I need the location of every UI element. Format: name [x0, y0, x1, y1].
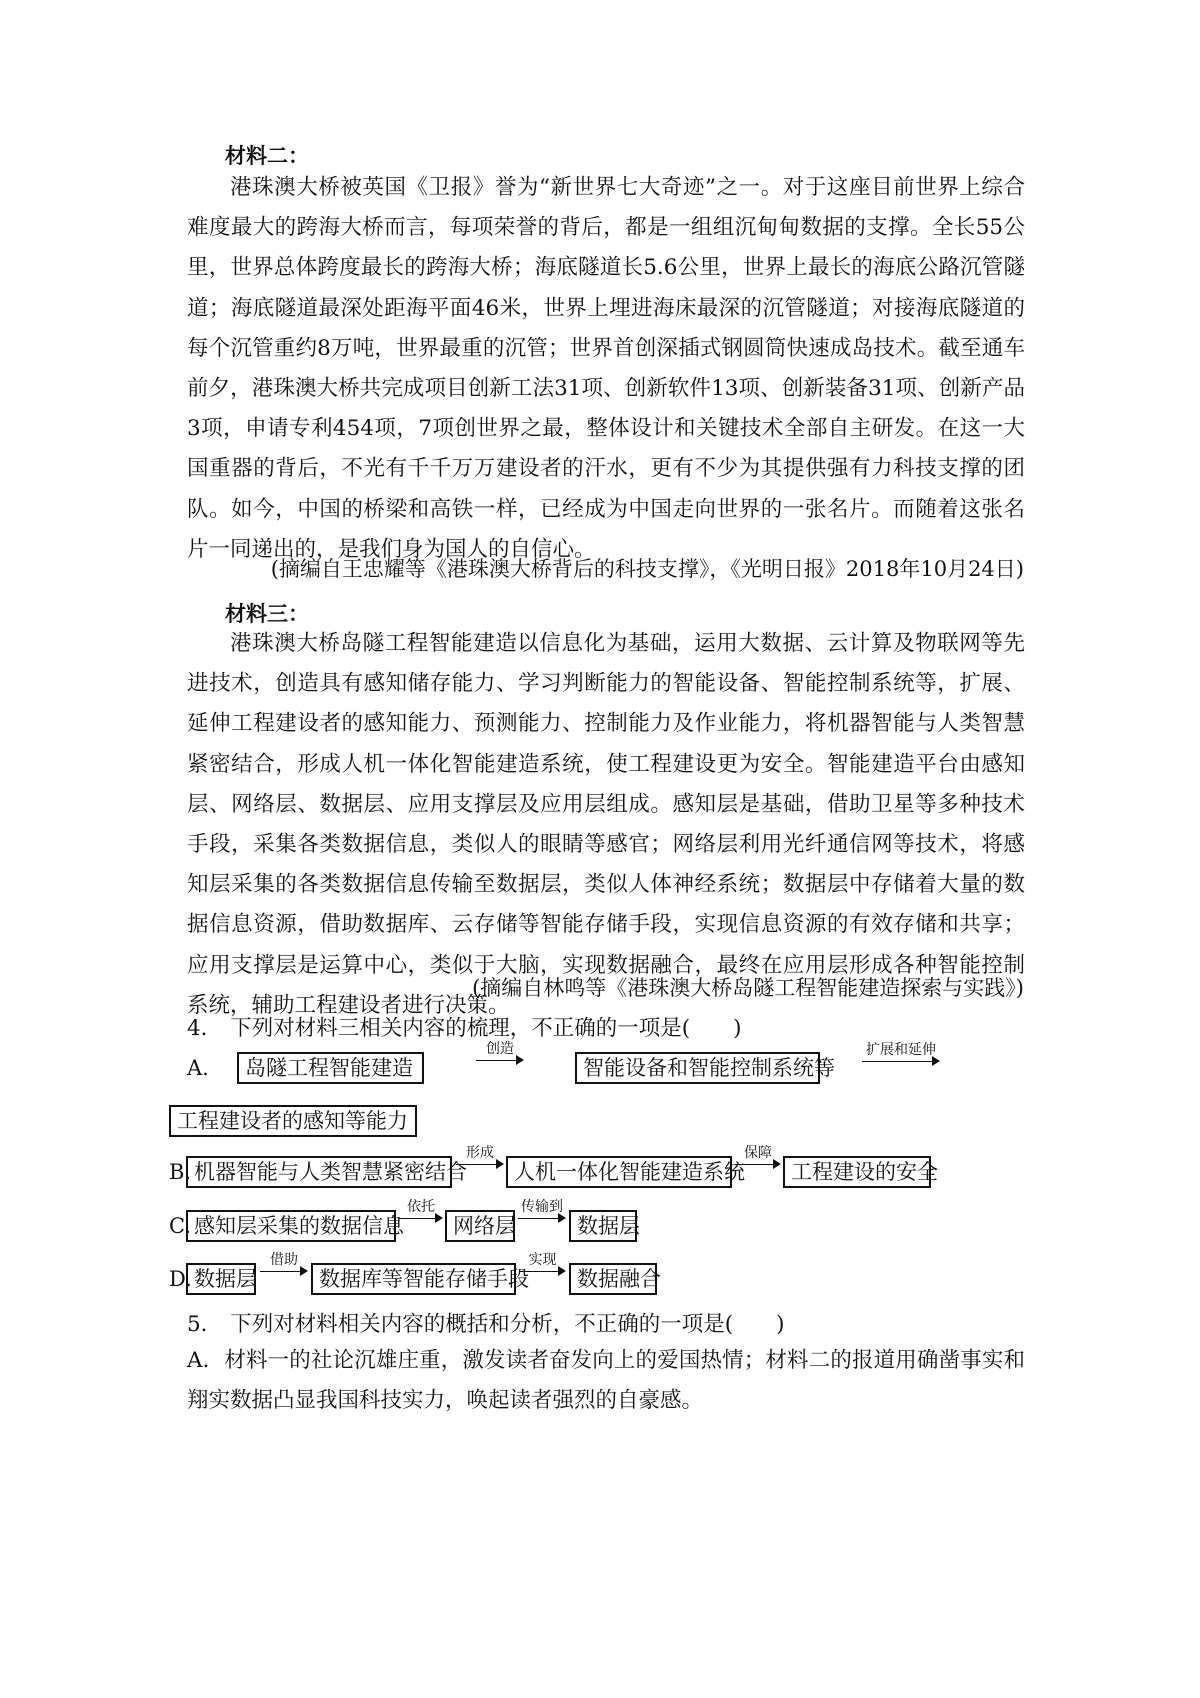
- material2-paragraph: 港珠澳大桥被英国《卫报》誉为“新世界七大奇迹”之一。对于这座目前世界上综合难度最大的跨海大桥而言，每项荣誉的背后，都是一组组沉甸甸数据的支撑。全长55公里，世界总体跨度最长的跨海大桥；海底隧道长5.6公里，世界上最长的海底公路沉管隧道；海底隧道最深处距海平面46米，世界上埋进海床最深的沉管隧道；对接海底隧道的每个沉管重约8万吨，世界最重的沉管；世界首创深插式钢圆筒快速成岛技术。截至通车前夕，港珠澳大桥共完成项目创新工法31项、创新软件13项、创新装备31项、创新产品3项，申请专利454项，7项创世界之最，整体设计和关键技术全部自主研发。在这一大国重器的背后，不光有千千万万建设者的汗水，更有不少为其提供强有力科技支撑的团队。如今，中国的桥梁和高铁一样，已经成为中国走向世界的一张名片。而随着这张名片一同递出的，是我们身为国人的自信心。: [187, 175, 1025, 562]
- material2-heading: 材料二：: [225, 143, 309, 168]
- arrow-line: [862, 1061, 934, 1062]
- question-5-option-a: A．材料一的社论沉雄庄重，激发读者奋发向上的爱国热情；材料二的报道用确凿事实和翔实数据凸显我国科技实力，唤起读者强烈的自豪感。: [187, 1348, 1025, 1413]
- arrow-line: [519, 1271, 560, 1272]
- arrow-head-icon: [932, 1056, 940, 1066]
- arrow-line: [260, 1271, 302, 1272]
- option-b-arrow-1-label: 形成: [466, 1145, 494, 1161]
- option-c-box-1: 感知层采集的数据信息: [186, 1210, 396, 1242]
- arrow-head-icon: [496, 1159, 504, 1169]
- option-d-arrow-2: [519, 1251, 566, 1283]
- option-b-box-3: 工程建设的安全: [783, 1156, 931, 1188]
- option-c-arrow-2: [518, 1198, 566, 1230]
- option-a-box-3: 工程建设者的感知等能力: [169, 1105, 417, 1137]
- arrow-head-icon: [558, 1266, 566, 1276]
- option-a-letter: A.: [187, 1056, 209, 1080]
- question-5-text: 下列对材料相关内容的概括和分析，不正确的一项是( ): [230, 1312, 785, 1337]
- option-b-letter: B.: [169, 1160, 192, 1184]
- arrow-line: [735, 1164, 775, 1165]
- arrow-line: [476, 1060, 518, 1061]
- option-c-box-2: 网络层: [445, 1210, 515, 1242]
- arrow-head-icon: [435, 1213, 443, 1223]
- option-d-letter: D.: [169, 1267, 192, 1291]
- option-c-arrow-1-label: 依托: [407, 1199, 435, 1215]
- option-c-box-3: 数据层: [569, 1210, 637, 1242]
- question-5-stem: [187, 1307, 784, 1338]
- option-b-box-1: 机器智能与人类智慧紧密结合: [186, 1156, 452, 1188]
- option-d-arrow-1: [260, 1251, 308, 1283]
- option-a-box-1: 岛隧工程智能建造: [237, 1052, 424, 1084]
- option-a-arrow-1-label: 创造: [486, 1041, 514, 1057]
- option-b-arrow-1: [456, 1144, 504, 1176]
- option-a-arrow-2: [862, 1041, 940, 1073]
- option-d-arrow-1-label: 借助: [270, 1252, 298, 1268]
- arrow-head-icon: [516, 1055, 524, 1065]
- option-d-box-1: 数据层: [186, 1263, 256, 1295]
- option-d-box-3: 数据融合: [569, 1263, 657, 1295]
- option-b-arrow-2-label: 保障: [744, 1145, 772, 1161]
- option-d-box-2: 数据库等智能存储手段: [311, 1263, 516, 1295]
- arrow-head-icon: [558, 1213, 566, 1223]
- arrow-head-icon: [773, 1159, 781, 1169]
- option-c-arrow-2-label: 传输到: [521, 1199, 563, 1215]
- option-a-arrow-1: [476, 1040, 524, 1072]
- arrow-line: [518, 1218, 560, 1219]
- material3-paragraph: 港珠澳大桥岛隧工程智能建造以信息化为基础，运用大数据、云计算及物联网等先进技术，创造具有感知储存能力、学习判断能力的智能设备、智能控制系统等，扩展、延伸工程建设者的感知能力、预测能力、控制能力及作业能力，将机器智能与人类智慧紧密结合，形成人机一体化智能建造系统，使工程建设更为安全。智能建造平台由感知层、网络层、数据层、应用支撑层及应用层组成。感知层是基础，借助卫星等多种技术手段，采集各类数据信息，类似人的眼睛等感官；网络层利用光纤通信网等技术，将感知层采集的各类数据信息传输至数据层，类似人体神经系统；数据层中存储着大量的数据信息资源，借助数据库、云存储等智能存储手段，实现信息资源的有效存储和共享；应用支撑层是运算中心，类似于大脑，实现数据融合，最终在应用层形成各种智能控制系统，辅助工程建设者进行决策。: [187, 631, 1025, 1018]
- arrow-line: [456, 1164, 498, 1165]
- option-a-arrow-2-label: 扩展和延伸: [866, 1042, 936, 1058]
- question-4-number: 4．: [187, 1016, 223, 1041]
- option-b-arrow-2: [735, 1144, 781, 1176]
- option-d-arrow-2-label: 实现: [528, 1252, 557, 1268]
- arrow-head-icon: [300, 1266, 308, 1276]
- option-c-letter: C.: [169, 1214, 191, 1238]
- option-c-arrow-1: [399, 1198, 443, 1230]
- material3-source: (摘编自林鸣等《港珠澳大桥岛隧工程智能建造探索与实践》): [472, 976, 1024, 1000]
- material3-heading: 材料三：: [225, 601, 309, 626]
- question-4-text: 下列对材料三相关内容的梳理，不正确的一项是( ): [230, 1016, 742, 1041]
- arrow-line: [399, 1218, 437, 1219]
- question-4-stem: [187, 1011, 741, 1042]
- option-a-box-2: 智能设备和智能控制系统等: [575, 1052, 820, 1084]
- material2-source: (摘编自王忠耀等《港珠澳大桥背后的科技支撑》，《光明日报》2018年10月24日): [270, 557, 1024, 581]
- option-b-box-2: 人机一体化智能建造系统: [506, 1156, 732, 1188]
- question-5-number: 5．: [187, 1312, 223, 1337]
